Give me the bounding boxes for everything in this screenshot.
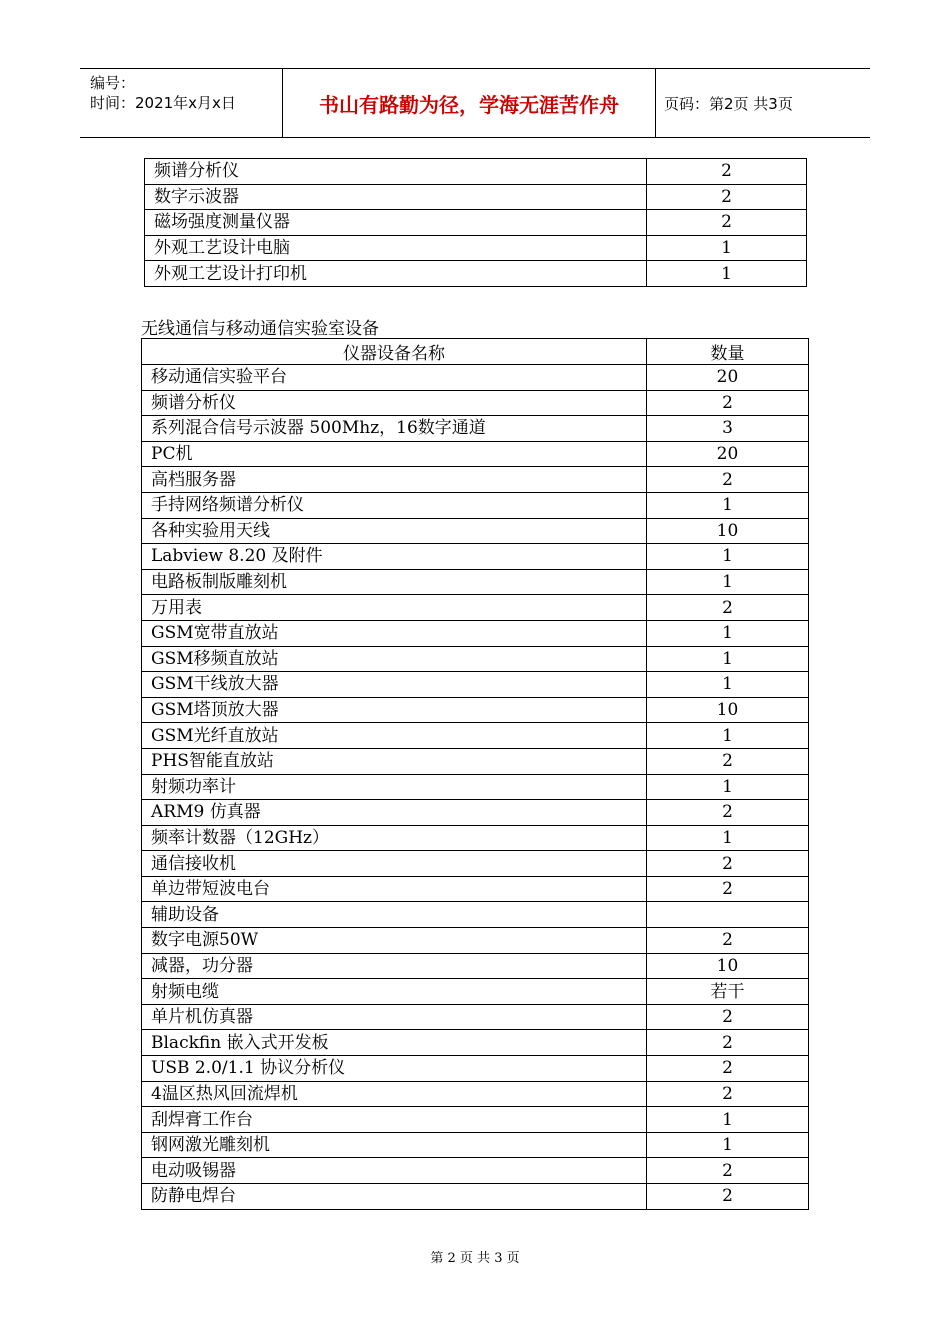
quantity-cell: 1 xyxy=(647,235,807,261)
table-row xyxy=(142,825,809,851)
column-header-name: 仪器设备名称 xyxy=(142,339,647,365)
table-row xyxy=(145,261,807,287)
quantity-cell: 2 xyxy=(647,595,809,621)
quantity-cell: 2 xyxy=(647,1056,809,1082)
quantity-cell: 1 xyxy=(647,544,809,570)
table-row xyxy=(142,1004,809,1030)
quantity-cell: 2 xyxy=(647,1004,809,1030)
equipment-name-cell: PHS智能直放站 xyxy=(142,748,647,774)
wireless-lab-equipment-table xyxy=(141,338,809,1210)
table-row xyxy=(142,723,809,749)
equipment-name-cell: 高档服务器 xyxy=(142,467,647,493)
quantity-cell: 1 xyxy=(647,1132,809,1158)
column-header-qty: 数量 xyxy=(647,339,809,365)
table-row xyxy=(142,1081,809,1107)
quantity-cell: 1 xyxy=(647,620,809,646)
table-row xyxy=(142,416,809,442)
table-row xyxy=(142,672,809,698)
equipment-name-cell: 减器，功分器 xyxy=(142,953,647,979)
quantity-cell: 20 xyxy=(647,441,809,467)
equipment-name-cell: ARM9 仿真器 xyxy=(142,800,647,826)
quantity-cell: 2 xyxy=(647,800,809,826)
table-row xyxy=(145,235,807,261)
quantity-cell: 1 xyxy=(647,672,809,698)
table-row xyxy=(142,876,809,902)
equipment-name-cell: 频谱分析仪 xyxy=(145,159,647,185)
quantity-cell: 10 xyxy=(647,953,809,979)
table-row xyxy=(142,697,809,723)
table-row xyxy=(142,595,809,621)
table-row xyxy=(142,390,809,416)
section-title: 无线通信与移动通信实验室设备 xyxy=(141,319,379,339)
table-row xyxy=(142,902,809,928)
quantity-cell: 若干 xyxy=(647,979,809,1005)
table-row xyxy=(142,646,809,672)
table-row xyxy=(142,979,809,1005)
table-row xyxy=(142,467,809,493)
quantity-cell: 10 xyxy=(647,518,809,544)
equipment-name-cell: 数字电源50W xyxy=(142,928,647,954)
equipment-name-cell: PC机 xyxy=(142,441,647,467)
table-row xyxy=(142,544,809,570)
quantity-cell: 1 xyxy=(647,492,809,518)
table-row xyxy=(142,1132,809,1158)
equipment-name-cell: 防静电焊台 xyxy=(142,1184,647,1210)
table-row xyxy=(142,1158,809,1184)
table-row xyxy=(142,492,809,518)
equipment-name-cell: Labview 8.20 及附件 xyxy=(142,544,647,570)
equipment-name-cell: 频率计数器（12GHz） xyxy=(142,825,647,851)
equipment-table-continued-body xyxy=(145,159,807,287)
quantity-cell: 2 xyxy=(647,184,807,210)
equipment-name-cell: 磁场强度测量仪器 xyxy=(145,210,647,236)
header-page-label: 页码：第2页 共3页 xyxy=(664,95,793,113)
quantity-cell: 2 xyxy=(647,390,809,416)
quantity-cell: 2 xyxy=(647,1184,809,1210)
time-label: 时间：2021年x月x日 xyxy=(90,94,236,112)
quantity-cell: 2 xyxy=(647,748,809,774)
equipment-name-cell: GSM宽带直放站 xyxy=(142,620,647,646)
equipment-name-cell: 单片机仿真器 xyxy=(142,1004,647,1030)
quantity-cell: 2 xyxy=(647,159,807,185)
table-row xyxy=(142,748,809,774)
table-row xyxy=(142,774,809,800)
equipment-name-cell: 辅助设备 xyxy=(142,902,647,928)
equipment-name-cell: 通信接收机 xyxy=(142,851,647,877)
equipment-name-cell: 电路板制版雕刻机 xyxy=(142,569,647,595)
equipment-name-cell: 各种实验用天线 xyxy=(142,518,647,544)
quantity-cell: 2 xyxy=(647,1158,809,1184)
header-motto: 书山有路勤为径，学海无涯苦作舟 xyxy=(282,69,656,137)
quantity-cell: 1 xyxy=(647,774,809,800)
quantity-cell: 1 xyxy=(647,825,809,851)
equipment-name-cell: 系列混合信号示波器 500Mhz，16数字通道 xyxy=(142,416,647,442)
table-row xyxy=(145,159,807,185)
table-row xyxy=(142,851,809,877)
equipment-table-continued xyxy=(144,158,807,287)
table-row xyxy=(142,620,809,646)
quantity-cell: 2 xyxy=(647,1030,809,1056)
equipment-name-cell: 手持网络频谱分析仪 xyxy=(142,492,647,518)
equipment-name-cell: 单边带短波电台 xyxy=(142,876,647,902)
header-meta xyxy=(80,69,282,137)
equipment-name-cell: 钢网激光雕刻机 xyxy=(142,1132,647,1158)
table-row xyxy=(142,800,809,826)
quantity-cell: 1 xyxy=(647,569,809,595)
equipment-name-cell: 频谱分析仪 xyxy=(142,390,647,416)
table-row xyxy=(142,569,809,595)
table-row xyxy=(142,441,809,467)
equipment-name-cell: 移动通信实验平台 xyxy=(142,365,647,391)
equipment-name-cell: Blackfin 嵌入式开发板 xyxy=(142,1030,647,1056)
quantity-cell: 2 xyxy=(647,467,809,493)
equipment-name-cell: 4温区热风回流焊机 xyxy=(142,1081,647,1107)
equipment-name-cell: 射频电缆 xyxy=(142,979,647,1005)
table-row xyxy=(142,1184,809,1210)
quantity-cell: 2 xyxy=(647,876,809,902)
quantity-cell: 20 xyxy=(647,365,809,391)
table-row xyxy=(145,184,807,210)
equipment-name-cell: 电动吸锡器 xyxy=(142,1158,647,1184)
table-row xyxy=(142,1056,809,1082)
quantity-cell: 2 xyxy=(647,1081,809,1107)
table-row xyxy=(142,365,809,391)
quantity-cell: 2 xyxy=(647,210,807,236)
table-row xyxy=(142,518,809,544)
equipment-name-cell: GSM光纤直放站 xyxy=(142,723,647,749)
table-row xyxy=(142,953,809,979)
quantity-cell: 1 xyxy=(647,1107,809,1133)
quantity-cell: 1 xyxy=(647,646,809,672)
table-row xyxy=(142,928,809,954)
table-row xyxy=(142,1030,809,1056)
page-header xyxy=(80,68,870,138)
equipment-name-cell: 数字示波器 xyxy=(145,184,647,210)
equipment-name-cell: GSM塔顶放大器 xyxy=(142,697,647,723)
quantity-cell: 3 xyxy=(647,416,809,442)
equipment-name-cell: 外观工艺设计打印机 xyxy=(145,261,647,287)
serial-label: 编号： xyxy=(90,74,136,92)
quantity-cell: 1 xyxy=(647,723,809,749)
quantity-cell: 2 xyxy=(647,851,809,877)
table-header-row xyxy=(142,339,809,365)
table-row xyxy=(142,1107,809,1133)
equipment-name-cell: 万用表 xyxy=(142,595,647,621)
equipment-name-cell: USB 2.0/1.1 协议分析仪 xyxy=(142,1056,647,1082)
equipment-name-cell: 射频功率计 xyxy=(142,774,647,800)
quantity-cell xyxy=(647,902,809,928)
page-footer: 第 2 页 共 3 页 xyxy=(430,1251,520,1266)
equipment-name-cell: GSM干线放大器 xyxy=(142,672,647,698)
wireless-lab-equipment-body xyxy=(142,365,809,1210)
quantity-cell: 1 xyxy=(647,261,807,287)
quantity-cell: 2 xyxy=(647,928,809,954)
equipment-name-cell: 刮焊膏工作台 xyxy=(142,1107,647,1133)
equipment-name-cell: 外观工艺设计电脑 xyxy=(145,235,647,261)
quantity-cell: 10 xyxy=(647,697,809,723)
equipment-name-cell: GSM移频直放站 xyxy=(142,646,647,672)
table-row xyxy=(145,210,807,236)
